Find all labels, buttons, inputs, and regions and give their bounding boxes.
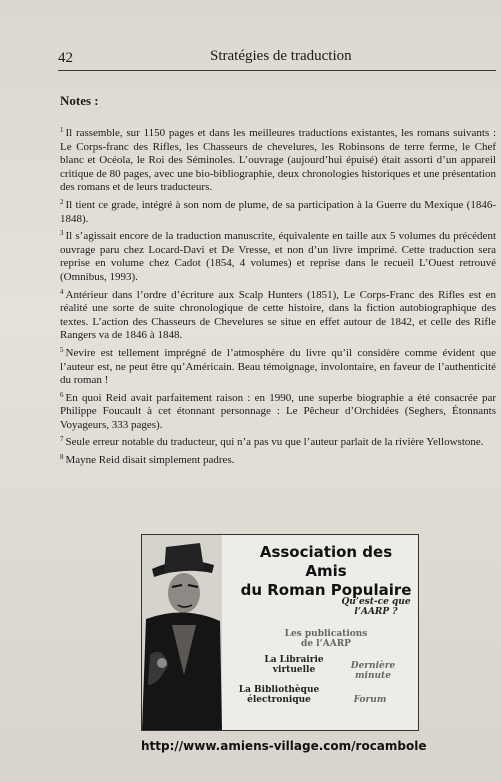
note-number: 3 [60,229,64,238]
ad-title-line-2: du Roman Populaire [240,581,412,599]
ad-derniere-minute: Dernière minute [350,661,396,681]
note-text: Antérieur dans l’ordre d’écriture aux Scalp Hunters (1851), Le Corps-Franc des Rifles est en réalité une sorte de suite chronologique de cette histoire, dans la fiction autobiographique des textes. L’action des Chasseurs de Chevelures se situe en effet autour de 1842, et celle des Rifle Rangers va de 1846 à 1848. [60,288,496,342]
note-text: Seule erreur notable du traducteur, qui n’a pas vu que l’auteur parlait de la rivière Yellowstone. [65,436,484,449]
note-text: Il rassemble, sur 1150 pages et dans les meilleures traductions existantes, les romans suivants : Le Corps-franc des Rifles, les Chasseurs de chevelures, les Robinsons de terre ferme, le Chef blanc et Océola, le Roi des Séminoles. L’ouvrage (aujourd’hui épuisé) était assorti d’un appareil critique de 80 pages, avec une bio-bibliographie, deux chronologies historiques et une présentation des romans et de leurs traducteurs. [60,127,496,194]
ad-publications: Les publications de l’AARP [284,629,368,649]
note-number: 7 [60,435,64,444]
ad-forum: Forum [353,695,387,705]
website-url: http://www.amiens-village.com/rocambole [141,739,427,753]
note-text: Mayne Reid disait simplement padres. [65,454,235,467]
note-2 [60,196,496,226]
running-title: Stratégies de traduction [210,48,352,64]
note-5 [60,344,496,388]
ad-question: Qu’est-ce que l’AARP ? [341,597,411,617]
note-text: Il tient ce grade, intégré à son nom de plume, de sa participation à la Guerre du Mexique (1846-1848). [60,198,496,225]
page-number: 42 [58,50,73,66]
ad-bibliotheque: La Bibliothèque électronique [238,685,320,705]
note-6 [60,389,496,433]
page-header [58,48,496,71]
notes-heading: Notes : [60,93,99,108]
note-4 [60,286,496,343]
note-text: En quoi Reid avait parfaitement raison : en 1990, une superbe biographie a été consacrée par Philippe Foucault à cet étonnant personnage : Le Pêcheur d’Orchidées (Seghers, Étonnants Voyageurs, 333 pages). [60,391,496,431]
note-8 [60,451,496,468]
note-3 [60,227,496,284]
note-number: 6 [60,390,64,399]
notes-list [60,124,496,469]
ad-librairie: La Librairie virtuelle [264,655,324,675]
note-number: 4 [60,287,64,296]
note-number: 1 [60,126,64,134]
note-text: Il s’agissait encore de la traduction manuscrite, équivalente en taille aux 5 volumes du précédent ouvrage paru chez Locard-Davi et De Vresse, et non d’un livre imprimé. Cette traduction sera reprise en volume chez Cadot (1854, 4 volumes) et reprise dans le recueil L’Ouest retrouvé (Omnibus, 1993). [60,230,496,283]
note-text: Nevire est tellement imprégné de l’atmosphère du livre qu’il considère comme évident que l’auteur est, ne peut être qu’Américain. Beau témoignage, involontaire, en faveur de l’authenticité du roman ! [60,346,496,387]
note-7 [60,433,496,450]
aarp-advertisement [141,534,419,731]
note-1 [60,124,496,195]
note-number: 2 [60,197,64,206]
note-number: 8 [60,453,64,462]
note-number: 5 [60,345,64,354]
ad-title [238,543,414,600]
rocambole-figure-illustration [142,535,222,730]
ad-title-line-1: Association des Amis [259,543,393,580]
